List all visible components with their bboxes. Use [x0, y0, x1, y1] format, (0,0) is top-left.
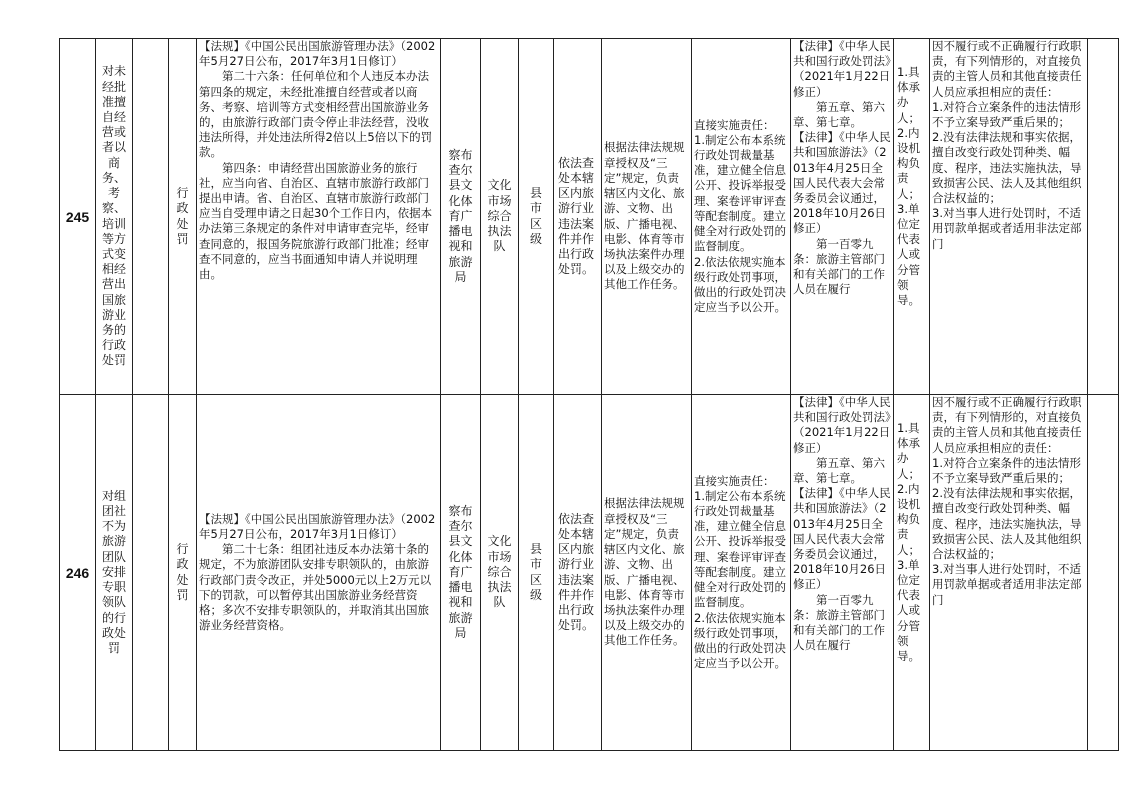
accountability-subjects: 1.具体承办人； 2.内设机构负责人； 3.单位定代表人或分管领导。: [897, 65, 920, 308]
division-cell: [602, 39, 692, 395]
remarks-cell: [1088, 395, 1119, 751]
sub-item-cell: [133, 395, 169, 751]
legal-basis: 【法规】《中国公民出国旅游管理办法》（2002年5月27日公布，2017年3月1日修订） 第二十七条：组团社违反本办法第十条的规定，不为旅游团队安排专职领队的，由旅游行政部门责令改正，并处5000元以上2万元以下的罚款，可以暂停其出国旅游业务经营资格；多次不安排专职领队的，并取消其出国旅游业务经营资格。: [199, 511, 436, 633]
department-cell: [441, 39, 481, 395]
accountability-circumstances: 因不履行或不正确履行行政职责，有下列情形的，对直接负责的主管人员和其他直接责任人员应承担相应的责任： 1.对符合立案条件的违法情形不予立案导致严重后果的； 2.没有法律法规和事实依据，擅自改变行政处罚种类、幅度、程序，违法实施执法，导致损害公民、法人及其他组织合法权益的； 3.对当事人进行处罚时，不适用罚款单据或者适用非法定部门: [932, 39, 1082, 251]
implementing-unit: 文化市场综合执法队: [487, 534, 512, 610]
table-row: [60, 395, 1119, 751]
duties: 直接实施责任： 1.制定公布本系统行政处罚裁量基准，建立健全信息公开、投诉举报受理、案卷评审评查等配套制度。建立健全对行政处罚的监督制度。 2.依法依规实施本级行政处罚事项，做出的行政处罚决定应当予以公开。: [694, 117, 786, 315]
responsibility-cell: [554, 395, 602, 751]
responsibility-cell: [554, 39, 602, 395]
responsibility: 依法查处本辖区内旅游行业违法案件并作出行政处罚。: [558, 511, 595, 633]
basis-cell: [197, 39, 441, 395]
accountability-basis-cell: [791, 39, 894, 395]
duties-cell: [692, 395, 791, 751]
item-name-cell: [96, 39, 133, 395]
legal-basis: 【法规】《中国公民出国旅游管理办法》（2002年5月27日公布，2017年3月1日修订） 第二十六条：任何单位和个人违反本办法第四条的规定，未经批准擅自经营或者以商务、考察、培训等方式变相经营出国旅游业务的，由旅游行政部门责令停止非法经营，没收违法所得，并处违法所得2倍以上5倍以下的罚款。 第四条：申请经营出国旅游业务的旅行社，应当向省、自治区、直辖市旅游行政部门提出申请。省、自治区、直辖市旅游行政部门应当自受理申请之日起30个工作日内，依据本办法第三条规定的条件对申请审查完毕，经审查同意的，报国务院旅游行政部门批准；经审查不同意的，应当书面通知申请人并说明理由。: [199, 39, 436, 282]
department: 察布查尔县文化体育广播电视和旅游局: [448, 148, 473, 284]
circumstances-cell: [930, 395, 1088, 751]
row-number: 246: [60, 395, 96, 751]
circumstances-cell: [930, 39, 1088, 395]
department: 察布查尔县文化体育广播电视和旅游局: [448, 504, 473, 640]
level: 县市区级: [529, 186, 542, 246]
item-name: 对未经批准擅自经营或者以商务、考察、培训等方式变相经营出国旅游业务的行政处罚: [101, 64, 126, 368]
power-list-table: [59, 38, 1119, 751]
responsibility: 依法查处本辖区内旅游行业违法案件并作出行政处罚。: [558, 155, 595, 277]
table-row: [60, 39, 1119, 395]
department-cell: [441, 395, 481, 751]
level-cell: [519, 39, 554, 395]
remarks-cell: [1088, 39, 1119, 395]
power-type-cell: [169, 39, 197, 395]
duties-cell: [692, 39, 791, 395]
sub-item-cell: [133, 39, 169, 395]
level: 县市区级: [529, 542, 542, 602]
unit-cell: [481, 395, 519, 751]
power-type: 行政处罚: [176, 186, 189, 246]
division: 根据法律法规规章授权及“三定”规定，负责辖区内文化、旅游、文物、出版、广播电视、电影、体育等市场执法案件办理以及上级交办的其他工作任务。: [604, 496, 685, 648]
basis-cell: [197, 395, 441, 751]
accountability-basis: 【法律】《中华人民共和国行政处罚法》（2021年1月22日修正） 第五章、第六章、第七章。 【法律】《中华人民共和国旅游法》（2013年4月25日全国人民代表大会常务委员会议通过，2018年10月26日修正） 第一百零九条：旅游主管部门和有关部门的工作人员在履行: [793, 39, 891, 297]
subjects-cell: [894, 39, 930, 395]
power-type-cell: [169, 395, 197, 751]
accountability-basis-cell: [791, 395, 894, 751]
item-name: 对组团社不为旅游团队安排专职领队的行政处罚: [101, 488, 126, 655]
level-cell: [519, 395, 554, 751]
power-type: 行政处罚: [176, 542, 189, 602]
division-cell: [602, 395, 692, 751]
division: 根据法律法规规章授权及“三定”规定，负责辖区内文化、旅游、文物、出版、广播电视、电影、体育等市场执法案件办理以及上级交办的其他工作任务。: [604, 140, 685, 292]
subjects-cell: [894, 395, 930, 751]
implementing-unit: 文化市场综合执法队: [487, 178, 512, 254]
accountability-circumstances: 因不履行或不正确履行行政职责，有下列情形的，对直接负责的主管人员和其他直接责任人员应承担相应的责任： 1.对符合立案条件的违法情形不予立案导致严重后果的； 2.没有法律法规和事实依据，擅自改变行政处罚种类、幅度、程序，违法实施执法，导致损害公民、法人及其他组织合法权益的； 3.对当事人进行处罚时，不适用罚款单据或者适用非法定部门: [932, 395, 1082, 607]
accountability-subjects: 1.具体承办人； 2.内设机构负责人； 3.单位定代表人或分管领导。: [897, 421, 920, 664]
unit-cell: [481, 39, 519, 395]
row-number: 245: [60, 39, 96, 395]
accountability-basis: 【法律】《中华人民共和国行政处罚法》（2021年1月22日修正） 第五章、第六章、第七章。 【法律】《中华人民共和国旅游法》（2013年4月25日全国人民代表大会常务委员会议通过，2018年10月26日修正） 第一百零九条：旅游主管部门和有关部门的工作人员在履行: [793, 395, 891, 653]
duties: 直接实施责任： 1.制定公布本系统行政处罚裁量基准，建立健全信息公开、投诉举报受理、案卷评审评查等配套制度。建立健全对行政处罚的监督制度。 2.依法依规实施本级行政处罚事项，做出的行政处罚决定应当予以公开。: [694, 473, 786, 671]
item-name-cell: [96, 395, 133, 751]
